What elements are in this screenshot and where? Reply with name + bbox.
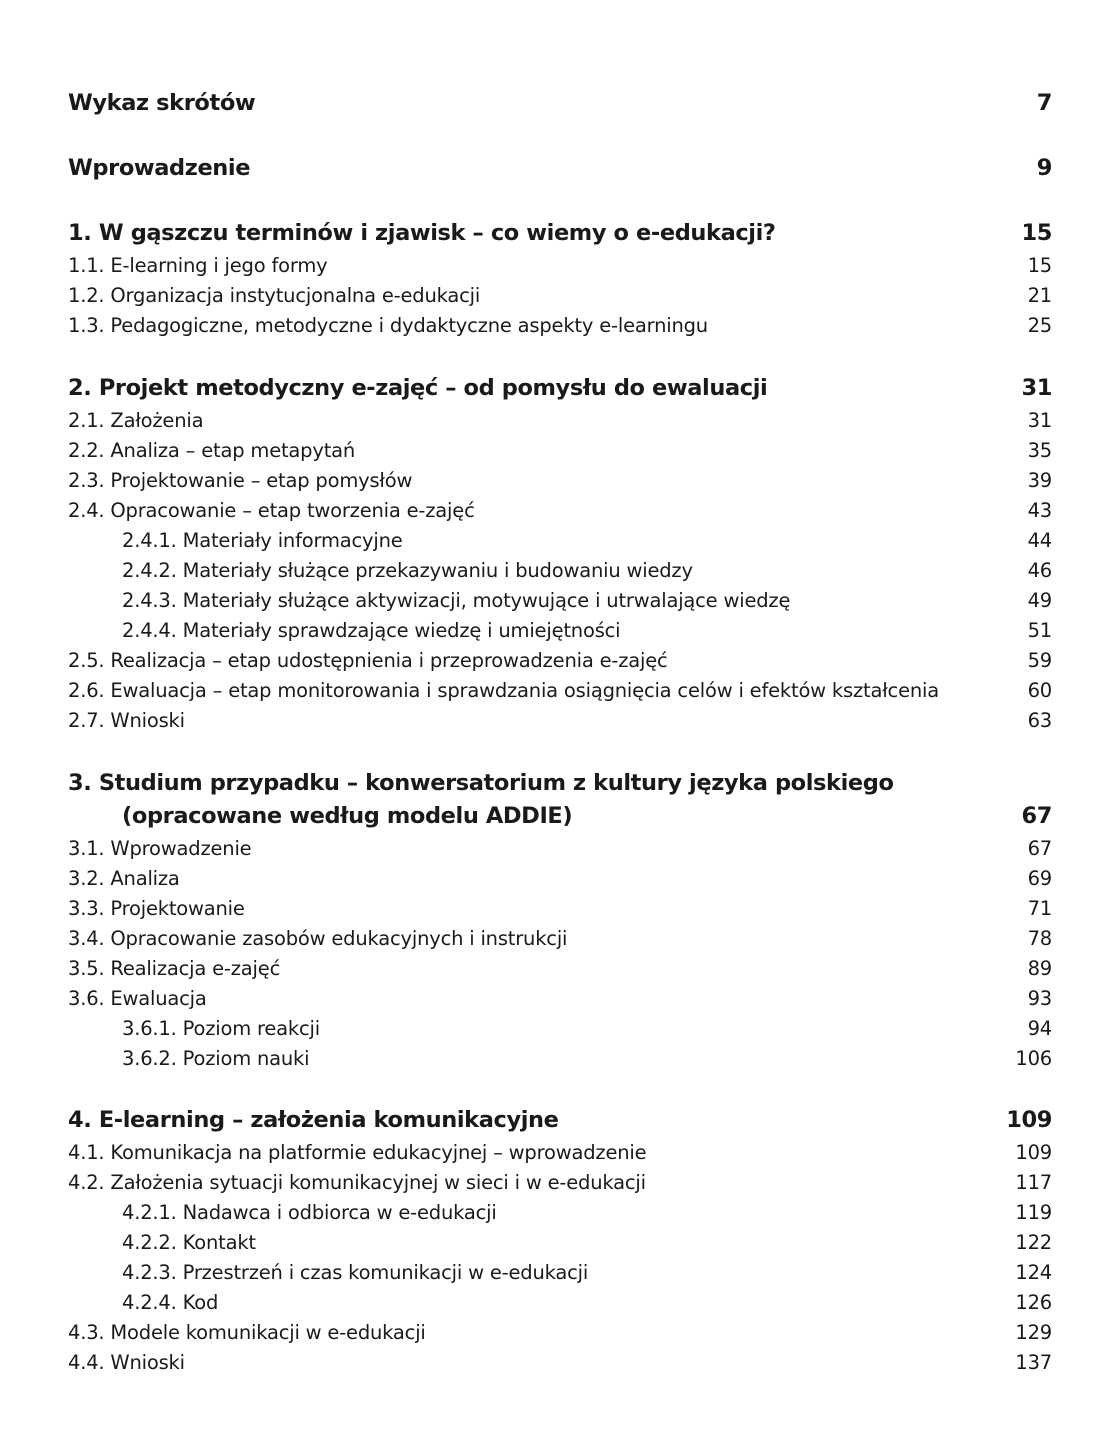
- toc-entry-page-number: 39: [1027, 469, 1052, 492]
- toc-entry-title: 3.3. Projektowanie: [68, 897, 245, 920]
- toc-entry-page-number: 51: [1027, 619, 1052, 642]
- toc-entry: [68, 1171, 1052, 1194]
- toc-entry-page-number: 49: [1027, 589, 1052, 612]
- toc-entry-title: 2.4. Opracowanie – etap tworzenia e-zajęć: [68, 499, 475, 522]
- toc-entry: [68, 897, 1052, 920]
- toc-entry-page-number: 67: [1021, 803, 1052, 829]
- toc-entry-title: Wykaz skrótów: [68, 90, 256, 116]
- toc-entry-page-number: 124: [1015, 1261, 1052, 1284]
- toc-entry-page-number: 137: [1015, 1351, 1052, 1374]
- toc-entry: [122, 1047, 1052, 1070]
- toc-entry: [122, 559, 1052, 582]
- toc-entry: [68, 155, 1052, 181]
- toc-entry-page-number: 109: [1006, 1107, 1052, 1133]
- toc-entry-title: 4.2. Założenia sytuacji komunikacyjnej w sieci i w e-edukacji: [68, 1171, 646, 1194]
- toc-entry-page-number: 44: [1027, 529, 1052, 552]
- toc-entry-title: Wprowadzenie: [68, 155, 251, 181]
- toc-entry-title: 4.2.4. Kod: [122, 1291, 219, 1314]
- toc-entry: [68, 469, 1052, 492]
- toc-entry-page-number: 71: [1027, 897, 1052, 920]
- toc-entry-title: 1. W gąszczu terminów i zjawisk – co wiemy o e-edukacji?: [68, 220, 776, 246]
- toc-entry-page-number: 7: [1036, 90, 1052, 116]
- toc-entry-page-number: 93: [1027, 987, 1052, 1010]
- toc-entry: [68, 927, 1052, 950]
- toc-entry: [122, 1017, 1052, 1040]
- toc-entry-page-number: 59: [1027, 649, 1052, 672]
- toc-entry: [68, 867, 1052, 890]
- toc-entry-page-number: 43: [1027, 499, 1052, 522]
- toc-entry: [68, 649, 1052, 672]
- toc-entry: [68, 90, 1052, 116]
- toc-entry: [68, 709, 1052, 732]
- toc-entry: [68, 439, 1052, 462]
- toc-entry-page-number: 25: [1027, 314, 1052, 337]
- toc-entry-title: 2.5. Realizacja – etap udostępnienia i przeprowadzenia e-zajęć: [68, 649, 668, 672]
- toc-entry: [122, 619, 1052, 642]
- toc-entry: [68, 1351, 1052, 1374]
- chapter-3-heading-line1: 3. Studium przypadku – konwersatorium z kultury języka polskiego: [68, 770, 894, 796]
- toc-entry-title: 1.3. Pedagogiczne, metodyczne i dydaktyczne aspekty e-learningu: [68, 314, 708, 337]
- toc-entry: [68, 220, 1052, 246]
- toc-entry: [68, 375, 1052, 401]
- toc-entry-title: 4.4. Wnioski: [68, 1351, 185, 1374]
- toc-entry-title: 4.2.1. Nadawca i odbiorca w e-edukacji: [122, 1201, 497, 1224]
- toc-entry: [68, 837, 1052, 860]
- toc-entry-page-number: 35: [1027, 439, 1052, 462]
- toc-entry-title: 3.4. Opracowanie zasobów edukacyjnych i instrukcji: [68, 927, 568, 950]
- toc-entry-page-number: 60: [1027, 679, 1052, 702]
- toc-entry-page-number: 31: [1027, 409, 1052, 432]
- toc-entry-title: 3.6.1. Poziom reakcji: [122, 1017, 320, 1040]
- toc-entry: [122, 803, 1052, 829]
- toc-entry: [68, 1321, 1052, 1344]
- toc-entry: [122, 1291, 1052, 1314]
- toc-entry: [68, 284, 1052, 307]
- toc-entry-title: 2.4.2. Materiały służące przekazywaniu i budowaniu wiedzy: [122, 559, 693, 582]
- toc-entry-title: 3.1. Wprowadzenie: [68, 837, 252, 860]
- toc-entry-page-number: 106: [1015, 1047, 1052, 1070]
- toc-entry-title: 2.2. Analiza – etap metapytań: [68, 439, 356, 462]
- toc-entry-page-number: 122: [1015, 1231, 1052, 1254]
- toc-entry: [68, 314, 1052, 337]
- toc-entry-page-number: 126: [1015, 1291, 1052, 1314]
- toc-entry-page-number: 78: [1027, 927, 1052, 950]
- toc-entry-title: 2.3. Projektowanie – etap pomysłów: [68, 469, 413, 492]
- toc-entry: [68, 409, 1052, 432]
- toc-entry: [122, 1261, 1052, 1284]
- toc-entry-page-number: 9: [1036, 155, 1052, 181]
- toc-entry-title: 2.4.3. Materiały służące aktywizacji, motywujące i utrwalające wiedzę: [122, 589, 791, 612]
- toc-entry-title: 4.3. Modele komunikacji w e-edukacji: [68, 1321, 426, 1344]
- toc-entry-page-number: 119: [1015, 1201, 1052, 1224]
- toc-entry: [122, 1201, 1052, 1224]
- toc-entry: [68, 254, 1052, 277]
- toc-entry-title: 2.4.4. Materiały sprawdzające wiedzę i umiejętności: [122, 619, 621, 642]
- toc-entry-page-number: 15: [1027, 254, 1052, 277]
- toc-entry-title: 2.6. Ewaluacja – etap monitorowania i sprawdzania osiągnięcia celów i efektów kształcenia: [68, 679, 940, 702]
- toc-entry-title: 4.1. Komunikacja na platformie edukacyjnej – wprowadzenie: [68, 1141, 647, 1164]
- toc-entry-page-number: 89: [1027, 957, 1052, 980]
- toc-entry-title: (opracowane według modelu ADDIE): [122, 803, 573, 829]
- toc-entry: [122, 529, 1052, 552]
- toc-entry-title: 2.4.1. Materiały informacyjne: [122, 529, 403, 552]
- toc-entry-title: 2. Projekt metodyczny e-zajęć – od pomysłu do ewaluacji: [68, 375, 768, 401]
- toc-entry-page-number: 117: [1015, 1171, 1052, 1194]
- toc-entry: [68, 679, 1052, 702]
- toc-entry-page-number: 109: [1015, 1141, 1052, 1164]
- toc-entry-page-number: 31: [1021, 375, 1052, 401]
- toc-entry-title: 1.2. Organizacja instytucjonalna e-edukacji: [68, 284, 481, 307]
- toc-entry-page-number: 63: [1027, 709, 1052, 732]
- toc-entry-page-number: 46: [1027, 559, 1052, 582]
- toc-entry-title: 4. E-learning – założenia komunikacyjne: [68, 1107, 559, 1133]
- toc-entry-title: 2.1. Założenia: [68, 409, 204, 432]
- toc-entry-page-number: 129: [1015, 1321, 1052, 1344]
- toc-entry: [68, 499, 1052, 522]
- toc-entry: [68, 1107, 1052, 1133]
- toc-entry-title: 3.6. Ewaluacja: [68, 987, 207, 1010]
- toc-entry-title: 1.1. E-learning i jego formy: [68, 254, 328, 277]
- toc-entry-title: 4.2.2. Kontakt: [122, 1231, 256, 1254]
- toc-entry-title: 3.5. Realizacja e-zajęć: [68, 957, 281, 980]
- toc-entry-title: 3.6.2. Poziom nauki: [122, 1047, 310, 1070]
- toc-entry-page-number: 15: [1021, 220, 1052, 246]
- toc-entry: [68, 987, 1052, 1010]
- toc-entry-page-number: 69: [1027, 867, 1052, 890]
- toc-entry-page-number: 21: [1027, 284, 1052, 307]
- toc-entry: [68, 957, 1052, 980]
- toc-entry: [122, 589, 1052, 612]
- toc-entry: [68, 1141, 1052, 1164]
- toc-entry: [122, 1231, 1052, 1254]
- toc-entry-page-number: 67: [1027, 837, 1052, 860]
- toc-entry-title: 3.2. Analiza: [68, 867, 180, 890]
- toc-entry-page-number: 94: [1027, 1017, 1052, 1040]
- toc-entry-title: 2.7. Wnioski: [68, 709, 185, 732]
- toc-entry-title: 4.2.3. Przestrzeń i czas komunikacji w e-edukacji: [122, 1261, 589, 1284]
